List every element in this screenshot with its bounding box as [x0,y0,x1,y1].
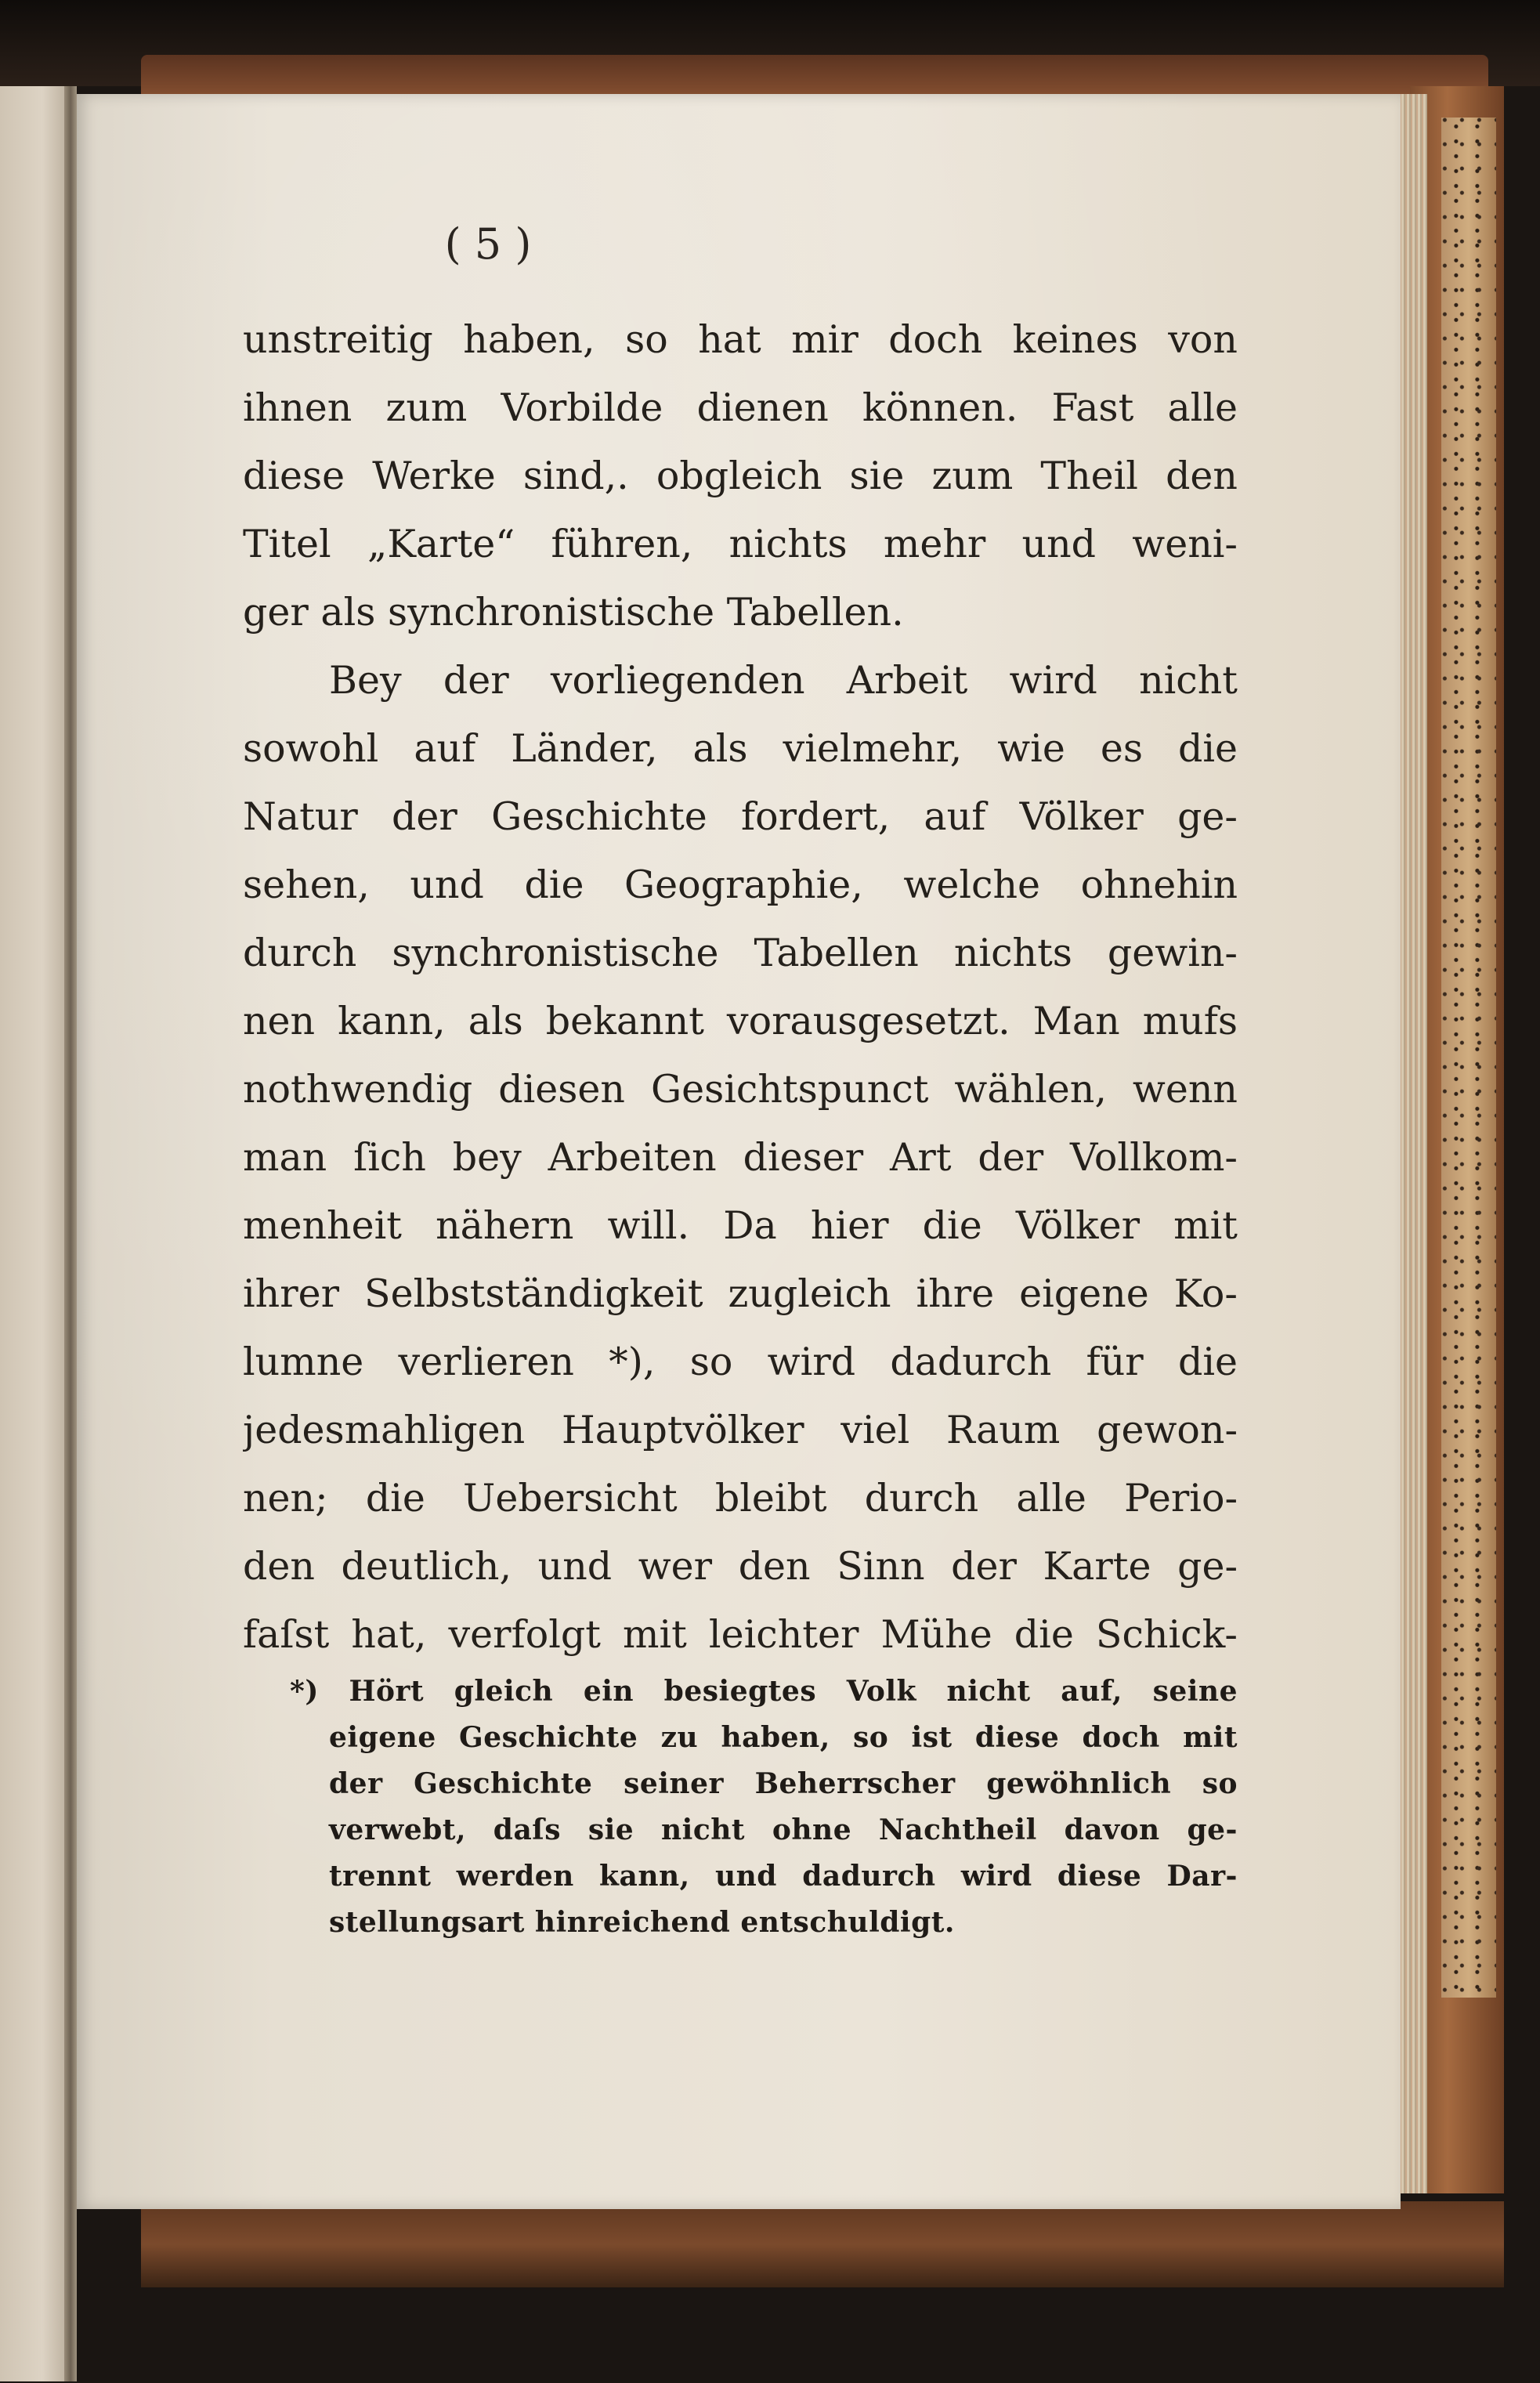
text-line: diese Werke sind,. obgleich sie zum Theil den [243,454,1238,498]
text-line: sehen, und die Geographie, welche ohnehin [243,862,1238,907]
footnote-line: eigene Geschichte zu haben, so ist diese doch mit [329,1721,1238,1754]
book-page [77,94,1401,2209]
page-block-edges [1396,94,1427,2193]
text-line: nen kann, als bekannt vorausgesetzt. Man mufs [243,999,1238,1043]
text-line: ger als synchronistische Tabellen. [243,590,904,635]
body-text [243,306,1238,1669]
footnote-line: *) Hört gleich ein besiegtes Volk nicht auf, seine [290,1675,1238,1708]
text-line: lumne verlieren *), so wird dadurch für die [243,1340,1238,1384]
facing-page-edge [0,86,70,2381]
footnote-line: verwebt, daſs sie nicht ohne Nachtheil davon ge- [329,1813,1238,1846]
footnote-line: trennt werden kann, und dadurch wird diese Dar- [329,1860,1238,1893]
text-line: Bey der vorliegenden Arbeit wird nicht [329,658,1238,703]
footnote [243,1669,1238,1946]
text-line: sowohl auf Länder, als vielmehr, wie es die [243,726,1238,771]
page-number: ( 5 ) [444,219,532,269]
text-line: ihnen zum Vorbilde dienen können. Fast alle [243,385,1238,430]
text-line: jedesmahligen Hauptvölker viel Raum gewon- [243,1408,1238,1452]
text-line: faſst hat, verfolgt mit leichter Mühe die Schick- [243,1612,1238,1657]
text-line: menheit nähern will. Da hier die Völker mit [243,1203,1238,1248]
text-line: Natur der Geschichte fordert, auf Völker ge- [243,794,1238,839]
footnote-line: der Geschichte seiner Beherrscher gewöhnlich so [329,1767,1238,1800]
book-cover-bottom [141,2201,1504,2287]
text-line: durch synchronistische Tabellen nichts gewin- [243,931,1238,975]
text-line: unstreitig haben, so hat mir doch keines von [243,317,1238,362]
marbled-edge [1441,118,1496,1998]
text-line: nen; die Uebersicht bleibt durch alle Perio- [243,1476,1238,1521]
text-line: Titel „Karte“ führen, nichts mehr und weni- [243,522,1238,566]
text-line: man ſich bey Arbeiten dieser Art der Vollkom- [243,1135,1238,1180]
text-line: nothwendig diesen Gesichtspunct wählen, wenn [243,1067,1238,1112]
footnote-line: stellungsart hinreichend entschuldigt. [329,1906,955,1939]
book-gutter [64,86,77,2381]
text-line: den deutlich, und wer den Sinn der Karte ge- [243,1544,1238,1589]
text-line: ihrer Selbstständigkeit zugleich ihre eigene Ko- [243,1271,1238,1316]
